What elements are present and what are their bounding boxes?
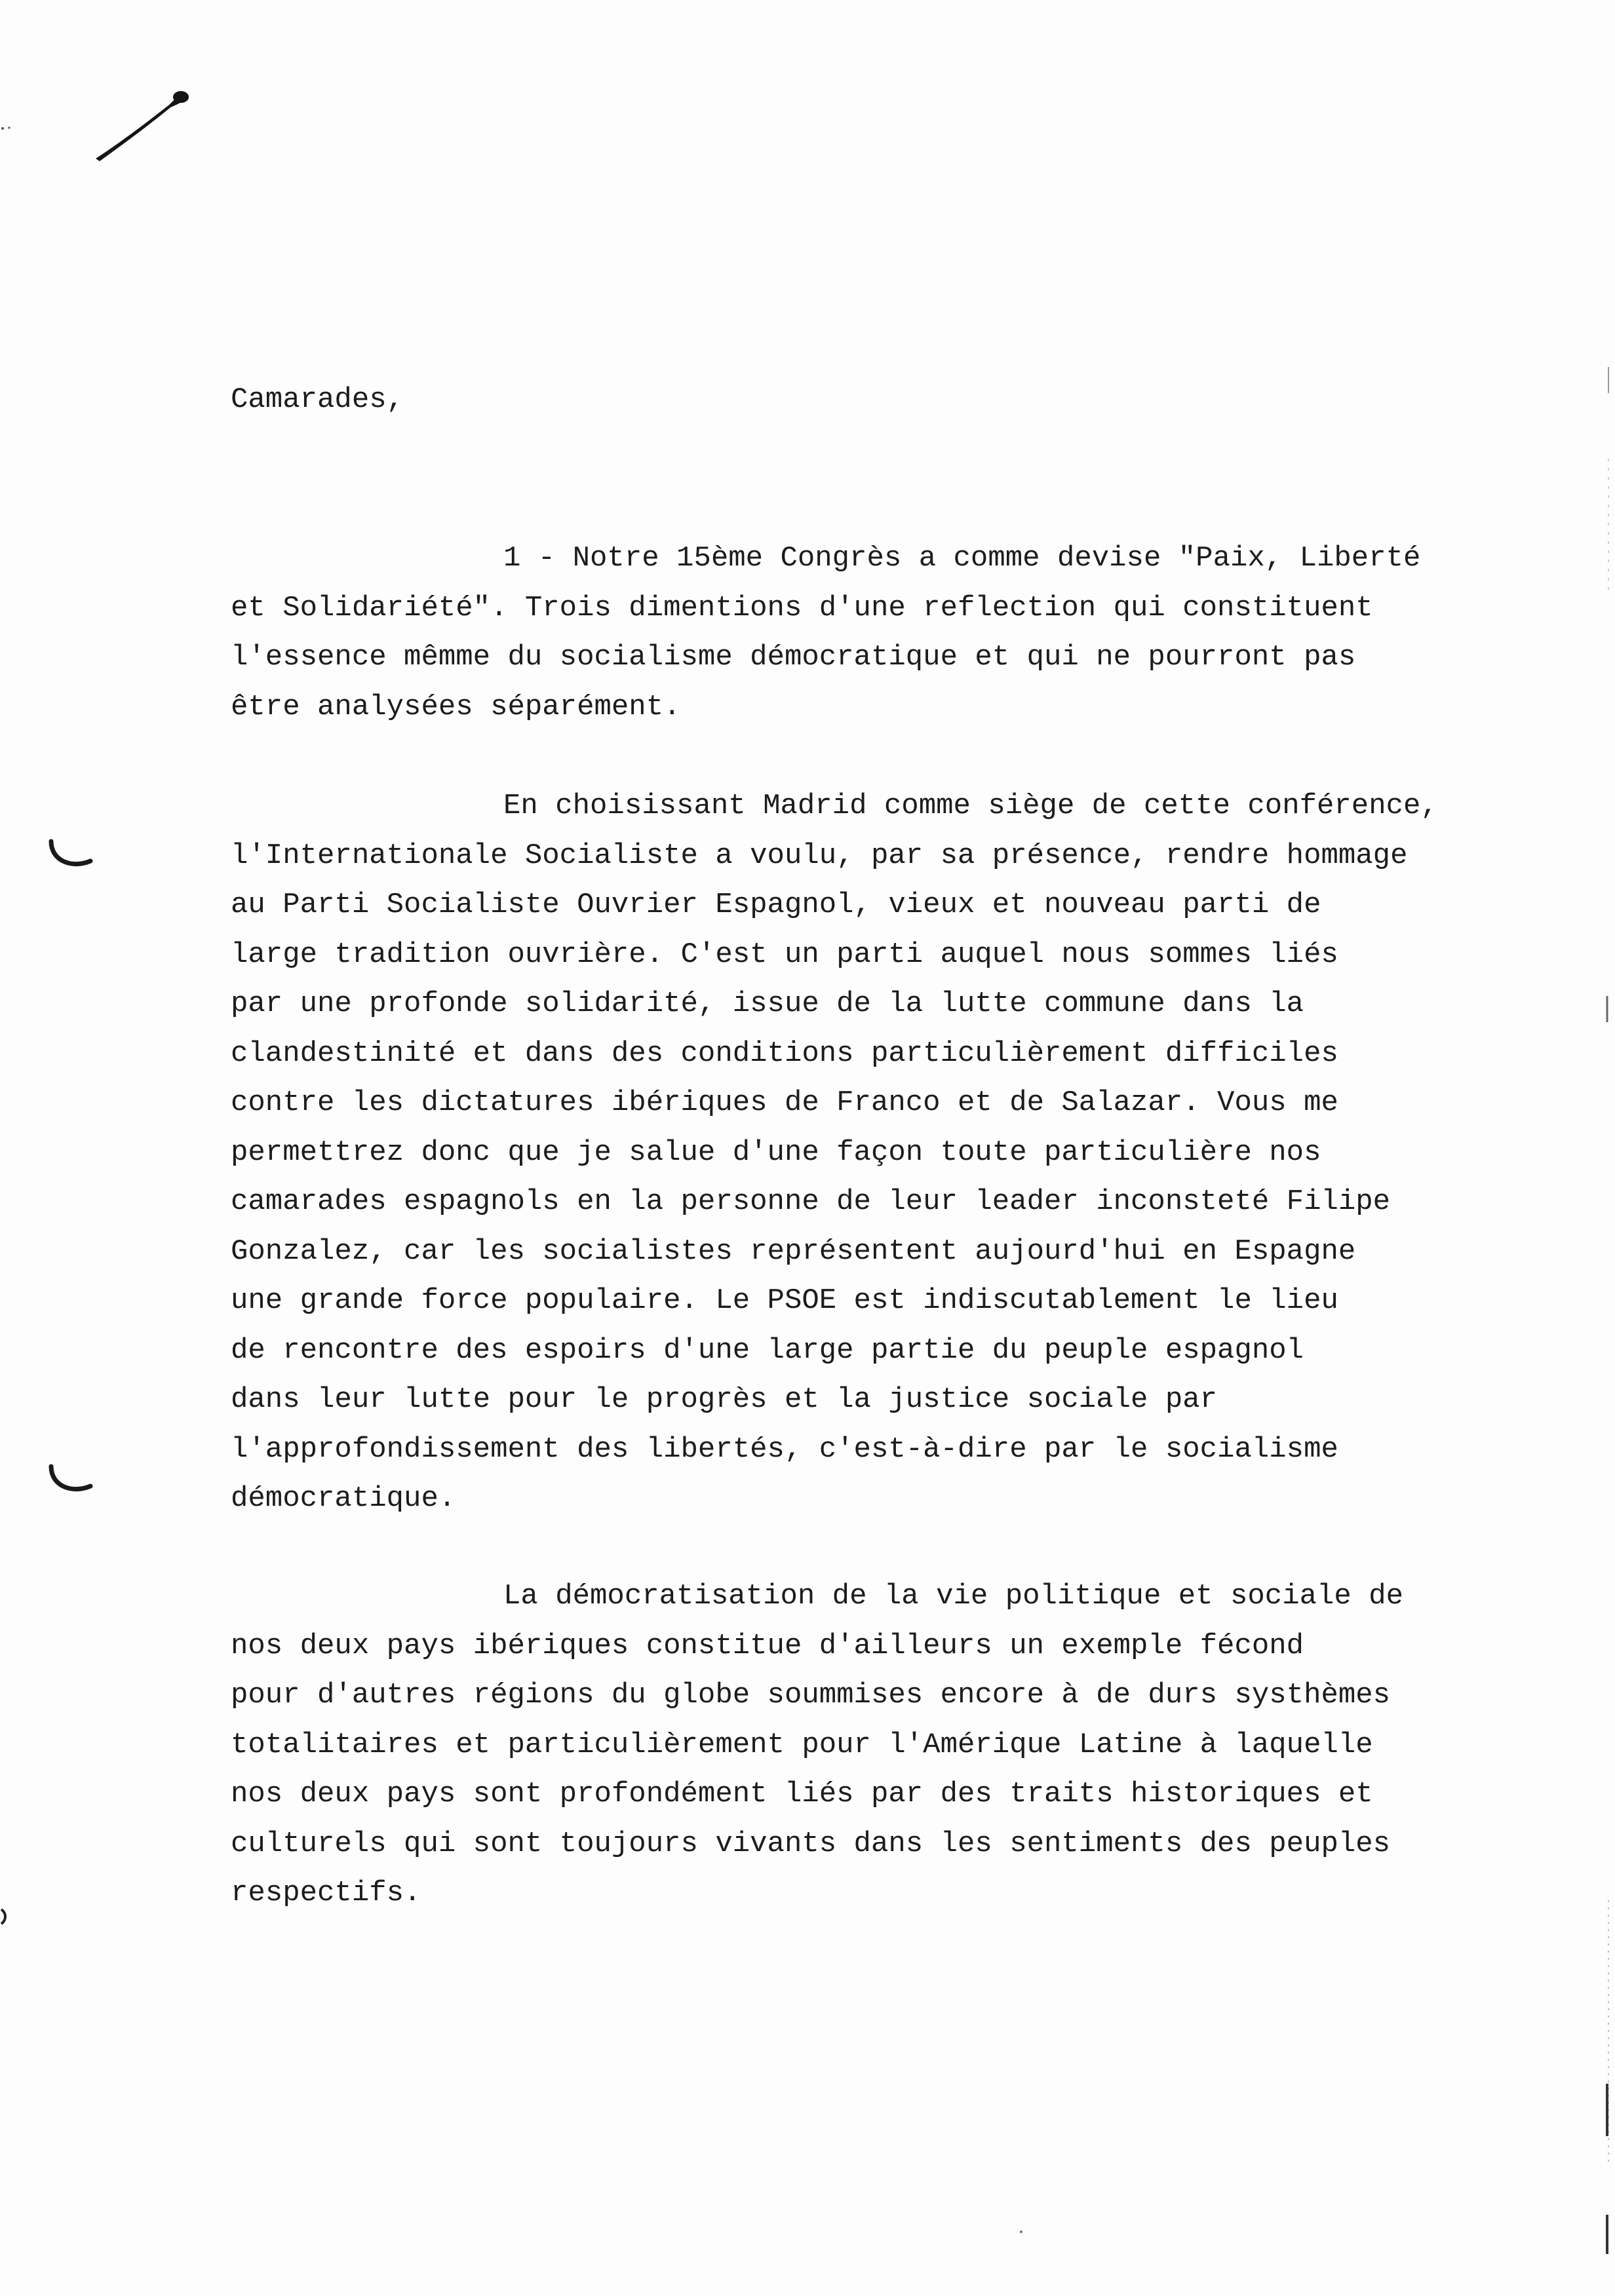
paragraph-line: En choisissant Madrid comme siège de cette conférence, bbox=[503, 790, 1438, 822]
paragraph-1 bbox=[231, 534, 1581, 732]
paragraph-line: totalitaires et particulièrement pour l'Amérique Latine à laquelle bbox=[231, 1728, 1373, 1761]
paragraph-line: dans leur lutte pour le progrès et la justice sociale par bbox=[231, 1383, 1218, 1416]
paragraph-line: démocratique. bbox=[231, 1482, 456, 1515]
paragraph-line: nos deux pays sont profondément liés par des traits historiques et bbox=[231, 1778, 1373, 1810]
paragraph-line: l'approfondissement des libertés, c'est-à-dire par le socialisme bbox=[231, 1432, 1338, 1466]
paragraph-line: de rencontre des espoirs d'une large partie du peuple espagnol bbox=[231, 1333, 1304, 1367]
paragraph-line: large tradition ouvrière. C'est un parti auquel nous sommes liés bbox=[231, 938, 1338, 971]
paragraph-line: camarades espagnols en la personne de leur leader inconsteté Filipe bbox=[231, 1185, 1391, 1218]
paragraph-line: clandestinité et dans des conditions particulièrement difficiles bbox=[231, 1037, 1338, 1070]
scan-speck bbox=[0, 123, 16, 134]
paragraph-line: contre les dictatures ibériques de Franco et de Salazar. Vous me bbox=[231, 1086, 1338, 1119]
binder-mark-top bbox=[46, 837, 98, 874]
paragraph-line: respectifs. bbox=[231, 1877, 421, 1909]
paragraph-line: une grande force populaire. Le PSOE est indiscutablement le lieu bbox=[231, 1284, 1338, 1317]
bottom-speck bbox=[1019, 2229, 1024, 2234]
paragraph-line: et Solidariété". Trois dimentions d'une reflection qui constituent bbox=[231, 591, 1373, 624]
paragraph-line: pour d'autres régions du globe soummises encore à de durs systhèmes bbox=[231, 1679, 1391, 1712]
paragraph-line: 1 - Notre 15ème Congrès a comme devise "Paix, Liberté bbox=[503, 542, 1421, 575]
paragraph-line: nos deux pays ibériques constitue d'ailleurs un exemple fécond bbox=[231, 1629, 1304, 1662]
paragraph-line: l'Internationale Socialiste a voulu, par sa présence, rendre hommage bbox=[231, 839, 1408, 872]
pen-stroke-mark bbox=[85, 79, 197, 170]
paragraph-line: être analysées séparément. bbox=[231, 690, 681, 723]
paragraph-3 bbox=[231, 1572, 1581, 1919]
salutation: Camarades, bbox=[231, 383, 404, 416]
paragraph-2 bbox=[231, 782, 1581, 1524]
paragraph-line: Gonzalez, car les socialistes représentent aujourd'hui en Espagne bbox=[231, 1234, 1356, 1268]
right-edge-artifacts bbox=[1599, 0, 1615, 2296]
binder-mark-bottom bbox=[46, 1463, 98, 1499]
paragraph-line: au Parti Socialiste Ouvrier Espagnol, vieux et nouveau parti de bbox=[231, 889, 1321, 921]
paragraph-line: permettrez donc que je salue d'une façon toute particulière nos bbox=[231, 1136, 1321, 1169]
paragraph-line: culturels qui sont toujours vivants dans les sentiments des peuples bbox=[231, 1827, 1391, 1860]
paragraph-line: par une profonde solidarité, issue de la lutte commune dans la bbox=[231, 987, 1304, 1020]
paragraph-line: La démocratisation de la vie politique et sociale de bbox=[503, 1580, 1404, 1613]
left-edge-speck bbox=[0, 1907, 10, 1926]
paragraph-line: l'essence mêmme du socialisme démocratique et qui ne pourront pas bbox=[231, 641, 1356, 674]
